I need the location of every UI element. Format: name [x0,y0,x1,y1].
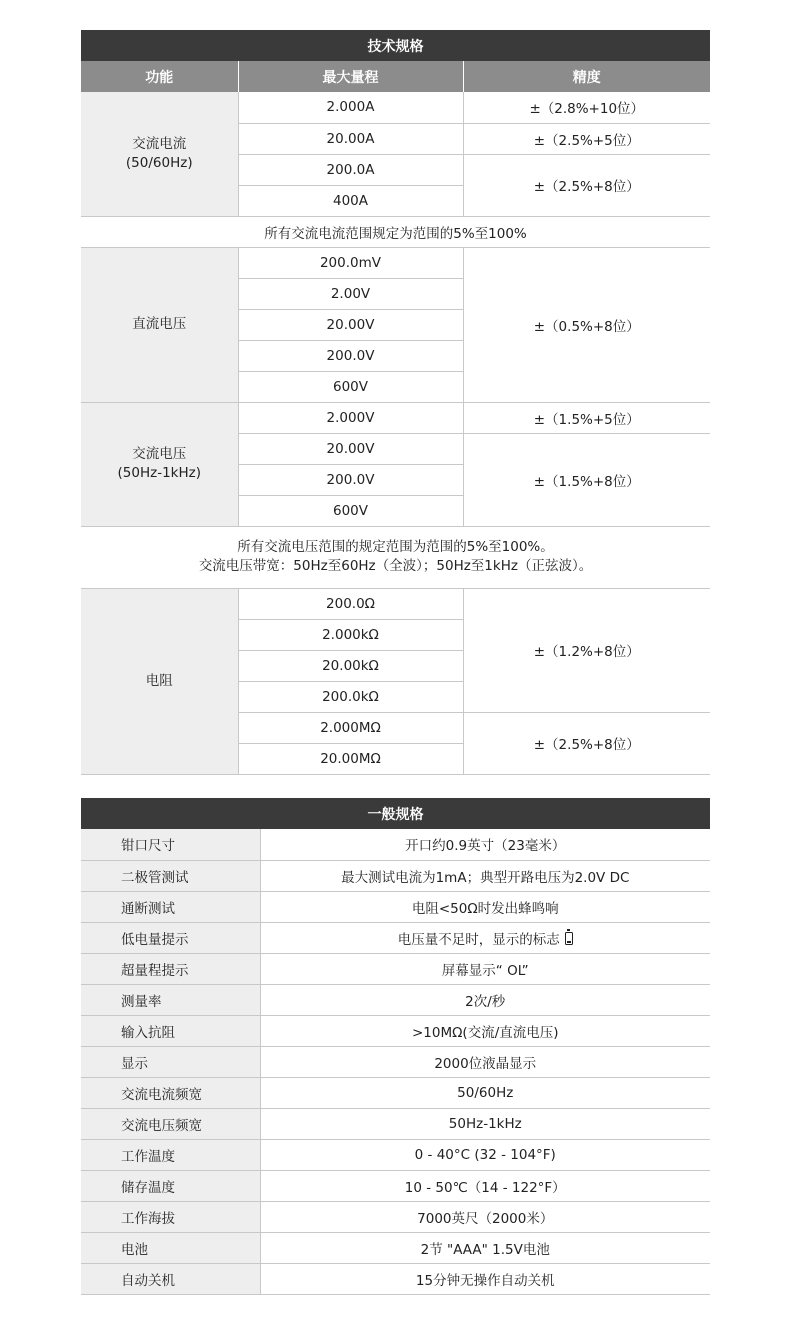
spec-label: 工作海拔 [81,1201,260,1232]
spec-value: 电压量不足时，显示的标志 [397,931,560,948]
spec-value: 50/60Hz [260,1077,710,1108]
spec-label: 自动关机 [81,1263,260,1294]
accuracy-cell: ±（1.2%+8位） [463,588,710,712]
spec-row [81,1263,710,1294]
function-ac-current-freq: (50/60Hz) [125,154,193,171]
range-cell: 600V [238,495,463,526]
spec-row [81,829,710,860]
spec-row [81,1170,710,1201]
range-cell: 2.00V [238,278,463,309]
spec-row [81,984,710,1015]
spec-label: 超量程提示 [81,953,260,984]
range-cell: 2.000V [238,402,463,433]
spec-value: 10 - 50℃（14 - 122°F） [260,1170,710,1201]
spec-row [81,860,710,891]
spec-value: 2节 "AAA" 1.5V电池 [260,1232,710,1263]
tech-spec-title: 技术规格 [81,30,710,61]
spec-row [81,1108,710,1139]
spec-label: 输入抗阻 [81,1015,260,1046]
spec-label: 钳口尺寸 [81,829,260,860]
spec-value: 0 - 40°C (32 - 104°F) [260,1139,710,1170]
function-resistance: 电阻 [81,588,238,774]
general-spec-table [81,798,710,1295]
tech-spec-header-row [81,61,710,92]
spec-value: 50Hz-1kHz [260,1108,710,1139]
accuracy-cell: ±（1.5%+8位） [463,433,710,526]
spec-row [81,1201,710,1232]
spec-value: 15分钟无操作自动关机 [260,1263,710,1294]
spec-label: 显示 [81,1046,260,1077]
range-cell: 200.0V [238,340,463,371]
spec-label: 电池 [81,1232,260,1263]
function-ac-voltage-freq: (50Hz-1kHz) [117,465,201,481]
range-cell: 2.000kΩ [238,619,463,650]
range-cell: 2.000A [238,92,463,123]
spec-label: 通断测试 [81,891,260,922]
spec-value: 2次/秒 [260,984,710,1015]
range-cell: 20.00V [238,433,463,464]
tech-spec-table [81,30,710,775]
spec-row [81,891,710,922]
accuracy-cell: ±（2.5%+8位） [463,154,710,216]
spec-row [81,1139,710,1170]
accuracy-cell: ±（2.5%+8位） [463,712,710,774]
range-cell: 2.000MΩ [238,712,463,743]
range-cell: 20.00MΩ [238,743,463,774]
spec-value: >10MΩ(交流/直流电压) [260,1015,710,1046]
header-max-range: 最大量程 [238,61,463,92]
accuracy-cell: ±（2.8%+10位） [463,92,710,123]
range-cell: 200.0Ω [238,588,463,619]
header-accuracy: 精度 [463,61,710,92]
spec-label: 交流电压频宽 [81,1108,260,1139]
accuracy-cell: ±（1.5%+5位） [463,402,710,433]
general-spec-title: 一般规格 [81,798,710,829]
spec-label: 工作温度 [81,1139,260,1170]
ac-voltage-note [81,526,710,588]
header-function: 功能 [81,61,238,92]
ac-voltage-note-line1: 所有交流电压范围的规定范围为范围的5%至100%。 [237,539,554,555]
range-cell: 200.0mV [238,247,463,278]
battery-low-icon [565,932,573,945]
spec-value: 最大测试电流为1mA；典型开路电压为2.0V DC [260,860,710,891]
spec-label: 低电量提示 [81,922,260,953]
spec-value: 2000位液晶显示 [260,1046,710,1077]
spec-label: 测量率 [81,984,260,1015]
range-cell: 200.0A [238,154,463,185]
range-cell: 20.00A [238,123,463,154]
spec-row [81,1015,710,1046]
spec-label: 二极管测试 [81,860,260,891]
range-cell: 200.0kΩ [238,681,463,712]
spec-row [81,953,710,984]
spec-value: 屏幕显示“ OL” [260,953,710,984]
range-cell: 20.00V [238,309,463,340]
range-cell: 200.0V [238,464,463,495]
ac-current-note: 所有交流电流范围规定为范围的5%至100% [81,216,710,247]
function-ac-current [81,92,238,216]
spec-row [81,1077,710,1108]
accuracy-cell: ±（2.5%+5位） [463,123,710,154]
spec-label: 交流电流频宽 [81,1077,260,1108]
spec-value-low-battery [260,922,710,953]
spec-row [81,922,710,953]
spec-value: 电阻<50Ω时发出蜂鸣响 [260,891,710,922]
function-dc-voltage: 直流电压 [81,247,238,402]
function-ac-current-name: 交流电流 [132,135,187,152]
spec-row [81,1232,710,1263]
function-ac-voltage [81,402,238,526]
range-cell: 400A [238,185,463,216]
ac-voltage-note-line2: 交流电压带宽：50Hz至60Hz（全波）；50Hz至1kHz（正弦波）。 [198,558,593,574]
spec-row [81,1046,710,1077]
accuracy-cell: ±（0.5%+8位） [463,247,710,402]
spec-value: 7000英尺（2000米） [260,1201,710,1232]
range-cell: 600V [238,371,463,402]
range-cell: 20.00kΩ [238,650,463,681]
function-ac-voltage-name: 交流电压 [132,446,187,462]
spec-value: 开口约0.9英寸（23毫米） [260,829,710,860]
spec-label: 储存温度 [81,1170,260,1201]
